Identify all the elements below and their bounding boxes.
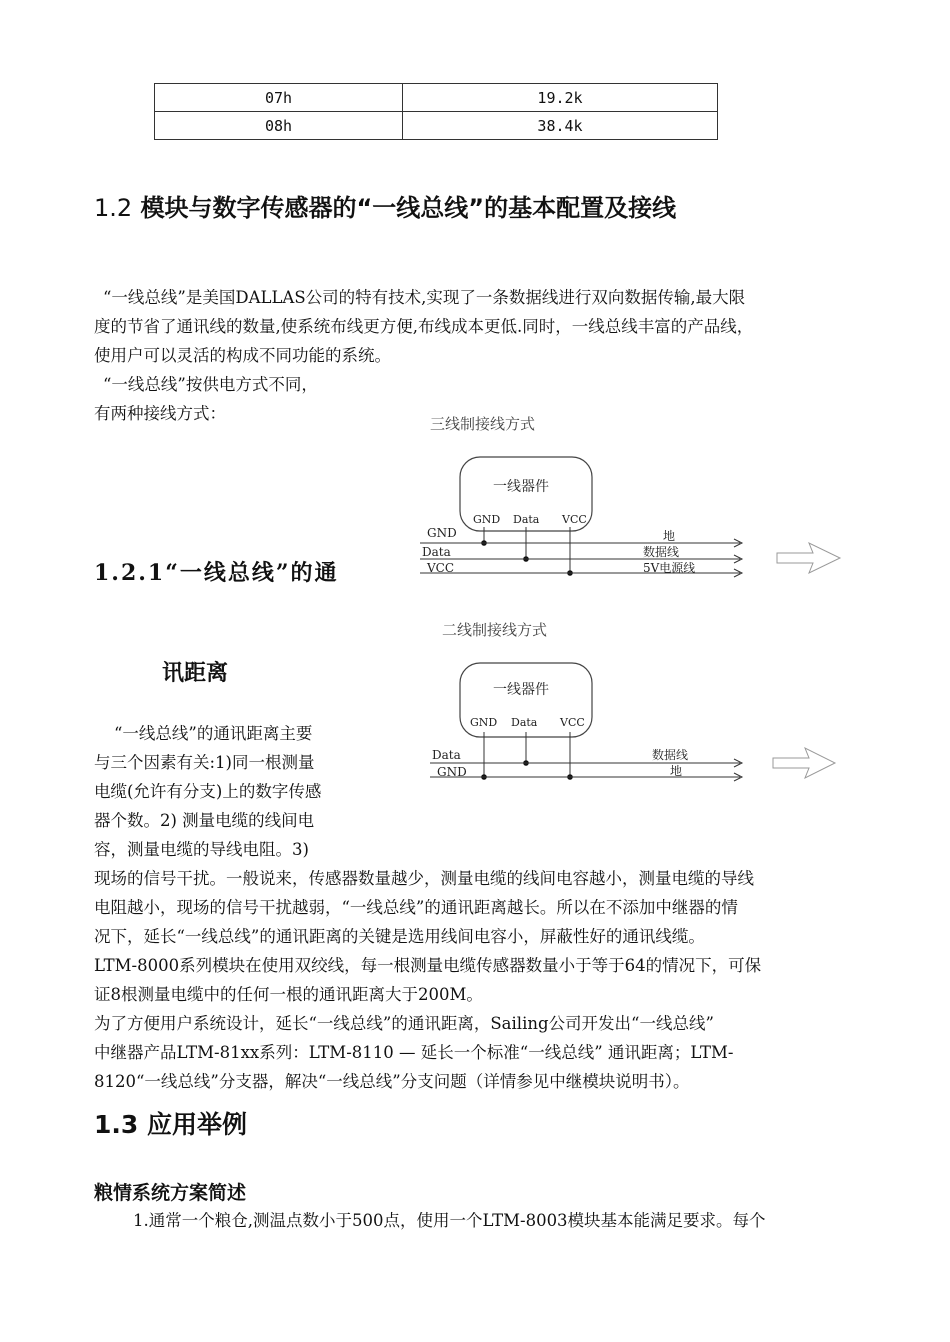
pin-vcc-label: VCC bbox=[560, 716, 585, 729]
intro-line-5: 有两种接线方式： bbox=[94, 404, 226, 423]
pin-vcc-label: VCC bbox=[562, 513, 587, 526]
pin-gnd-label: GND bbox=[473, 513, 501, 526]
intro-line-4: “一线总线”按供电方式不同， bbox=[103, 375, 318, 394]
table-cell-rate: 38.4k bbox=[403, 112, 718, 140]
table-row bbox=[155, 112, 718, 140]
distance-line-12: 中继器产品LTM-81xx系列：LTM-8110 — 延长一个标准“一线总线” 通讯距离；LTM- bbox=[94, 1043, 734, 1062]
bus-data-desc: 数据线 bbox=[643, 545, 680, 559]
device-label: 一线器件 bbox=[493, 479, 549, 495]
section-1-3-heading: 1.3 应用举例 bbox=[94, 1110, 247, 1139]
distance-line-9: LTM-8000系列模块在使用双绞线，每一根测量电缆传感器数量小于等于64的情况下，可保 bbox=[94, 956, 762, 975]
bus-gnd-desc: 地 bbox=[670, 764, 683, 778]
distance-line-10: 证8根测量电缆中的任何一根的通讯距离大于200M。 bbox=[94, 985, 483, 1004]
grain-heading: 粮情系统方案简述 bbox=[94, 1182, 247, 1204]
distance-line-2: 与三个因素有关:1)同一根测量 bbox=[94, 753, 315, 772]
distance-line-5: 容，测量电缆的导线电阻。3) bbox=[94, 840, 309, 859]
intro-line-3: 使用户可以灵活的构成不同功能的系统。 bbox=[94, 346, 391, 365]
table-cell-code: 07h bbox=[155, 84, 403, 112]
grain-item-1: 1.通常一个粮仓,测温点数小于500点，使用一个LTM-8003模块基本能满足要求。每个 bbox=[133, 1211, 766, 1230]
pin-gnd-label: GND bbox=[470, 716, 498, 729]
bus-data-desc: 数据线 bbox=[652, 748, 689, 762]
pin-data-label: Data bbox=[511, 716, 538, 729]
section-1-2-1-heading: 1.2.1“一线总线”的通 bbox=[94, 560, 339, 586]
bus-vcc-desc: 5V电源线 bbox=[643, 561, 696, 575]
baud-rate-table bbox=[154, 83, 718, 140]
distance-line-3: 电缆(允许有分支)上的数字传感 bbox=[94, 782, 322, 801]
distance-line-13: 8120“一线总线”分支器，解决“一线总线”分支问题（详情参见中继模块说明书）。 bbox=[94, 1072, 690, 1091]
distance-line-11: 为了方便用户系统设计，延长“一线总线”的通讯距离，Sailing公司开发出“一线总线” bbox=[94, 1014, 714, 1033]
diagram-title: 三线制接线方式 bbox=[430, 415, 536, 433]
distance-line-8: 况下，延长“一线总线”的通讯距离的关键是选用线间电容小，屏蔽性好的通讯线缆。 bbox=[94, 927, 705, 946]
bus-gnd-label: GND bbox=[427, 526, 457, 540]
table-cell-rate: 19.2k bbox=[403, 84, 718, 112]
intro-line-2: 度的节省了通讯线的数量,使系统布线更方便,布线成本更低.同时，一线总线丰富的产品线， bbox=[94, 317, 754, 336]
bus-data-label: Data bbox=[422, 545, 451, 559]
table-cell-code: 08h bbox=[155, 112, 403, 140]
pin-data-label: Data bbox=[513, 513, 540, 526]
hollow-arrow-icon bbox=[773, 748, 835, 778]
two-wire-diagram bbox=[415, 615, 855, 790]
hollow-arrow-icon bbox=[777, 543, 840, 573]
distance-line-7: 电阻越小，现场的信号干扰越弱，“一线总线”的通讯距离越长。所以在不添加中继器的情 bbox=[94, 898, 738, 917]
device-label: 一线器件 bbox=[493, 682, 549, 698]
intro-line-1: “一线总线”是美国DALLAS公司的特有技术,实现了一条数据线进行双向数据传输,最大限 bbox=[103, 288, 746, 307]
three-wire-diagram bbox=[415, 405, 855, 585]
bus-gnd-desc: 地 bbox=[663, 529, 676, 543]
table-row bbox=[155, 84, 718, 112]
distance-line-1: “一线总线”的通讯距离主要 bbox=[114, 724, 313, 743]
distance-line-6: 现场的信号干扰。一般说来，传感器数量越少，测量电缆的线间电容越小，测量电缆的导线 bbox=[94, 869, 754, 888]
bus-vcc-label: VCC bbox=[427, 561, 455, 575]
section-1-2-1-heading-cont: 讯距离 bbox=[162, 661, 229, 686]
section-number: 1.2 bbox=[94, 194, 133, 222]
distance-line-4: 器个数。2) 测量电缆的线间电 bbox=[94, 811, 315, 830]
bus-data-label: Data bbox=[432, 748, 461, 762]
diagram-title: 二线制接线方式 bbox=[442, 621, 548, 639]
section-1-2-heading bbox=[94, 188, 676, 223]
bus-gnd-label: GND bbox=[437, 765, 467, 779]
section-title: 模块与数字传感器的“一线总线”的基本配置及接线 bbox=[140, 194, 677, 222]
